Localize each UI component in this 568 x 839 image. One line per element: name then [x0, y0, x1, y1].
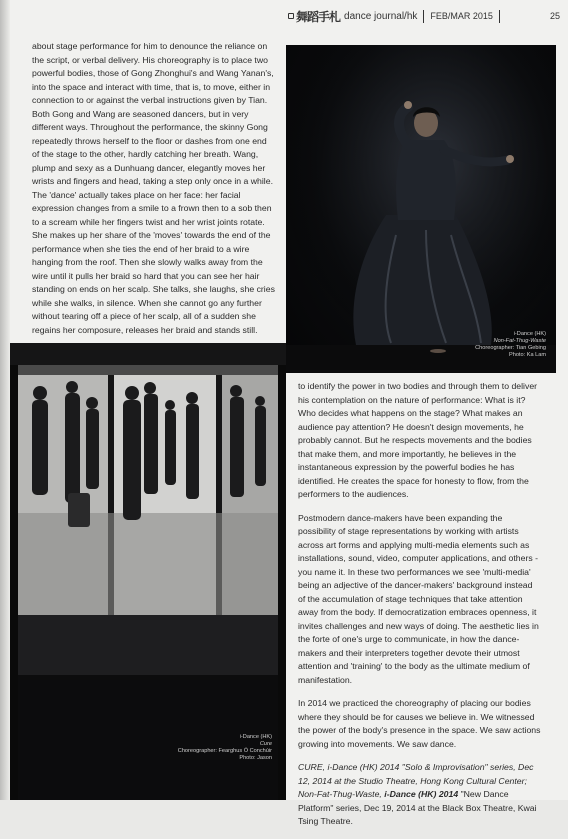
page-number: 25	[549, 11, 560, 21]
performance-citation	[298, 761, 542, 829]
body-paragraph: to identify the power in two bodies and through them to deliver his contemplation on the nature of performance: What is it? Who decides what happens on the stage? What makes an audience pay attention? He doesn't design movements, he probably cannot. But he respects movements and the bodies that make them, and more importantly, he believes in the instantaneous expression by the powerful bodies he has identified. He creates the space for honesty to flow, from the performers to the audiences.	[298, 381, 538, 499]
citation-work: Non-Fat-Thug-Waste,	[298, 789, 382, 799]
citation-details: "New Dance Platform" series, Dec 19, 2014 at the Black Box Theatre, Kwai Tsing Theatre.	[298, 789, 537, 826]
body-paragraph: In 2014 we practiced the choreography of placing our bodies where they should be for causes we believe in. We witnessed the power of the body's presence in the space. We saw actions growing into movements. We saw dance.	[298, 698, 541, 749]
caption-line: Photo: Ka Lam	[508, 352, 546, 358]
body-paragraph: about stage performance for him to denounce the reliance on the script, or verbal delivery. His choreography is to place two powerful bodies, those of Gong Zhonghui's and Wang Yanan's, into the space and interact with time, that is, to move, either in connection to or against the verbal instructions given by Tian. Both Gong and Wang are seasoned dancers, but in very different ways. Throughout the performance, the skinny Gong repeatedly throws herself to the floor or dashes from one end of the stage to the other, hardly catching her breath. Wang, plump and sexy as a Dunhuang dancer, elegantly moves her wrists and fingers and head, taking a step only once in a while. The 'dance' actually takes place on her face: her facial expression changes from a smile to a frown then to a sob then to a scream while her fingers twist and her wrist joints rotate. She makes up her share of the 'moves' towards the end of the performance when she ties the end of her braid to a wire hanging from the roof. Then she slowly walks away from the wire until it pulls her braid so hard that you can see her hair standing on ends on her scalp. She talks, she laughs, she cries while she walks, in silence. When she cannot go any further without tearing off a piece of her scalp, all of a sudden she regains her composure, releases her braid and stands still.	[32, 41, 275, 335]
header-divider	[423, 10, 424, 23]
issue-date: FEB/MAR 2015	[430, 11, 493, 21]
left-column	[32, 40, 276, 382]
right-column	[298, 380, 542, 839]
mirror-crowd-photo	[10, 343, 286, 800]
logo-mark-icon	[288, 13, 294, 19]
header-divider	[499, 10, 500, 23]
mirror-panels-image	[10, 343, 286, 800]
caption-line: i-Dance (HK)	[513, 331, 546, 337]
body-paragraph: Postmodern dance-makers have been expanding the possibility of stage representations by working with artists across art forms and applying multi-media elements such as installations, sound, video, computer applications, and others - you name it. In these two performances we see 'multi-media' being an adjective of the dancer-makers' background instead of the accumulation of stage techniques that take attention away from the body. If democratization embraces openness, it invites challenges and new ways of doing. The aesthetic lies in the forte of one's urge to communicate, in how the dance-makers and their interpreters together devote their utmost attention and 'training' to the body as the ultimate medium of manifestation.	[298, 512, 539, 685]
photo-caption	[178, 734, 272, 762]
caption-line: i-Dance (HK)	[239, 734, 272, 740]
citation-details: "Solo & Improvisation" series, Dec 12, 2014 at the Studio Theatre, Hong Kong Cultural Center;	[298, 762, 534, 786]
page-header	[288, 6, 560, 26]
caption-line: Choreographer: Fearghus Ó Conchúir	[177, 748, 272, 754]
caption-line: Non-Fat-Thug-Waste	[493, 338, 546, 344]
citation-title: i-Dance (HK) 2014	[384, 789, 459, 799]
caption-line: Cure	[259, 741, 272, 747]
journal-logo: 舞蹈手札	[296, 9, 341, 24]
citation-title: CURE, i-Dance (HK) 2014	[298, 762, 400, 772]
caption-line: Choreographer: Tian Gebing	[475, 345, 546, 351]
journal-name: dance journal/hk	[344, 10, 418, 22]
page-gutter	[0, 0, 10, 800]
caption-line: Photo: Jason	[239, 755, 272, 761]
dancer-photo	[286, 45, 556, 373]
photo-caption	[475, 331, 546, 359]
dancer-figure-image	[286, 45, 556, 373]
